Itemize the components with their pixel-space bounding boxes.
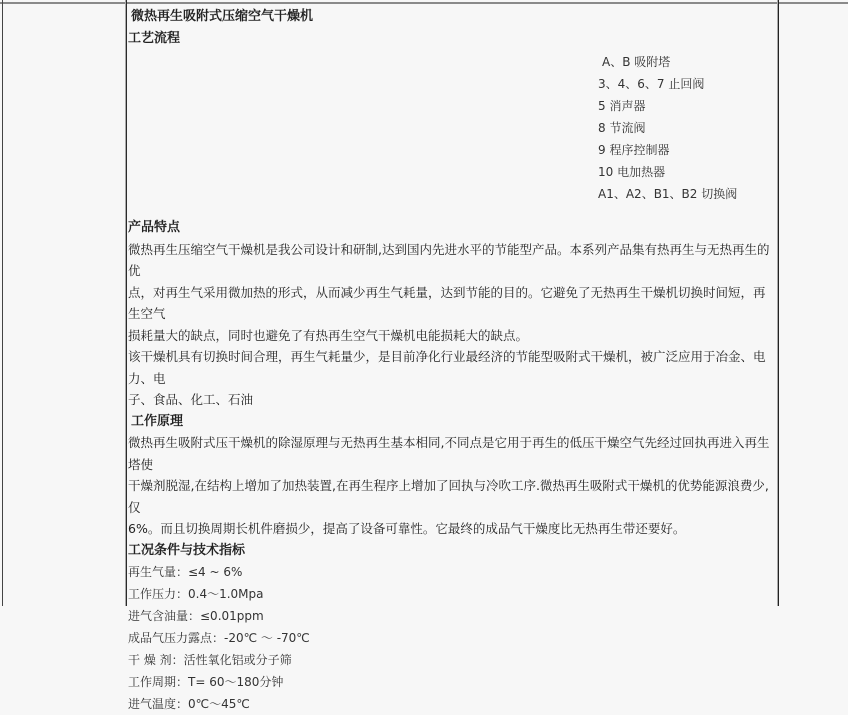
principle-line: 6%。而且切换周期长机件磨损少，提高了设备可靠性。它最终的成品气干燥度比无热再生带还要好。 xyxy=(128,521,686,536)
principle-line: 干燥剂脱湿,在结构上增加了加热装置,在再生程序上增加了回执与冷吹工序.微热再生吸附式干燥机的优势能源浪费少,仅 xyxy=(128,478,769,515)
features-line: 微热再生压缩空气干燥机是我公司设计和研制,达到国内先进水平的节能型产品。本系列产品集有热再生与无热再生的优 xyxy=(128,241,770,278)
spec-item: 成品气压力露点：-20℃ ～ -70℃ xyxy=(128,631,310,645)
features-line: 子、食品、化工、石油 xyxy=(128,392,254,407)
left-border xyxy=(2,0,3,606)
page-title: 微热再生吸附式压缩空气干燥机 xyxy=(131,9,314,24)
process-flow-diagram-area xyxy=(128,49,776,217)
legend-item: A、B 吸附塔 xyxy=(602,55,671,69)
heading-process-flow: 工艺流程 xyxy=(128,30,181,46)
legend-item: 10 电加热器 xyxy=(598,165,666,179)
spec-item: 干 燥 剂：活性氧化铝或分子筛 xyxy=(128,653,292,667)
features-line: 点，对再生气采用微加热的形式，从而减少再生气耗量，达到节能的目的。它避免了无热再生干燥机切换时间短，再生空气 xyxy=(128,284,766,321)
heading-principle: 工作原理 xyxy=(131,413,184,429)
process-legend xyxy=(598,51,737,205)
spec-item: 工作周期：T= 60～180分钟 xyxy=(128,675,284,689)
spec-item: 工作压力：0.4～1.0Mpa xyxy=(128,587,264,601)
legend-item: 3、4、6、7 止回阀 xyxy=(598,77,705,91)
spec-item: 进气温度：0℃～45℃ xyxy=(128,697,250,711)
legend-item: A1、A2、B1、B2 切换阀 xyxy=(598,187,738,201)
heading-specs: 工况条件与技术指标 xyxy=(128,542,246,558)
legend-item: 9 程序控制器 xyxy=(598,143,670,157)
legend-item: 8 节流阀 xyxy=(598,121,646,135)
spec-item: 进气含油量：≤0.01ppm xyxy=(128,609,264,623)
legend-item: 5 消声器 xyxy=(598,99,646,113)
column-divider-right xyxy=(777,0,779,606)
article-content xyxy=(128,6,776,715)
principle-line: 微热再生吸附式压干燥机的除湿原理与无热再生基本相同,不同点是它用于再生的低压干燥空气先经过回执再进入再生塔使 xyxy=(128,435,770,472)
heading-features: 产品特点 xyxy=(128,220,181,235)
column-divider-left xyxy=(125,0,127,606)
features-line: 该干燥机具有切换时间合理，再生气耗量少，是目前净化行业最经济的节能型吸附式干燥机，被广泛应用于冶金、电力、电 xyxy=(128,349,766,386)
spec-item: 再生气量：≤4 ~ 6% xyxy=(128,565,243,579)
top-border xyxy=(0,2,848,4)
features-line: 损耗量大的缺点，同时也避免了有热再生空气干燥机电能损耗大的缺点。 xyxy=(128,327,529,343)
